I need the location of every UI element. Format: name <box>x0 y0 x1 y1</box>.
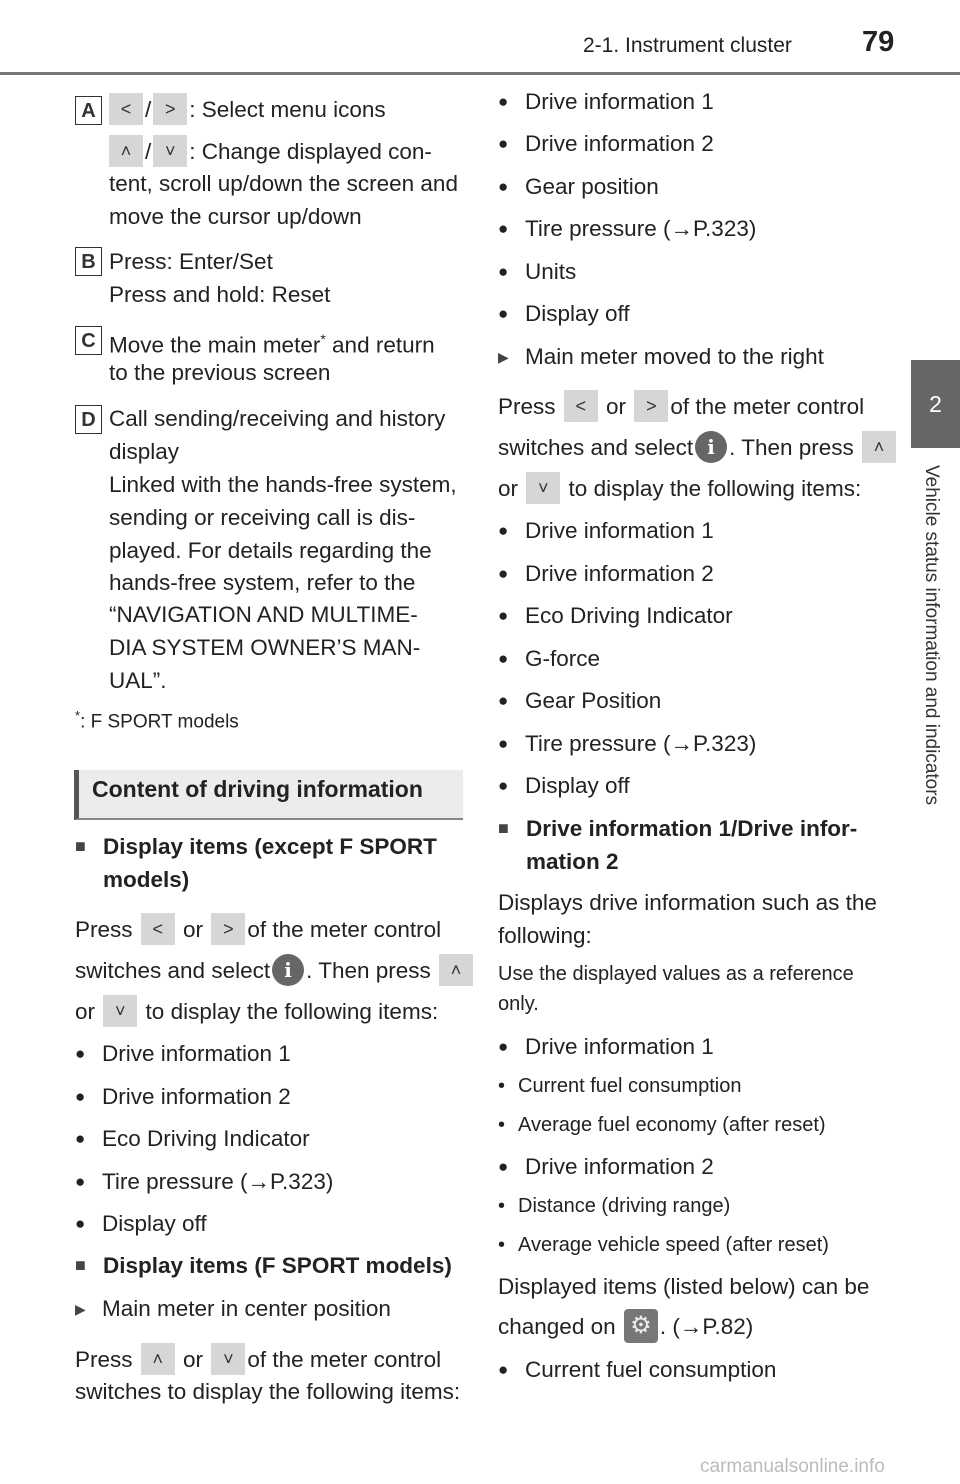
item-d-line6: hands-free system, refer to the <box>109 570 416 595</box>
callout-label-d: D <box>75 405 102 434</box>
list-item: ● Display off <box>75 1207 207 1242</box>
item-c-line2: to the previous screen <box>109 360 331 385</box>
subheading-display-items-2: models) <box>103 867 190 892</box>
watermark: carmanualsonline.info <box>700 1456 885 1477</box>
chapter-tab: 2 <box>911 360 960 448</box>
list-item: ● Eco Driving Indicator <box>75 1122 310 1157</box>
list-item: ● Drive information 1 <box>498 1030 714 1065</box>
press-line-r3: or ˅ to display the following items: <box>498 472 861 506</box>
info-icon: i <box>695 431 727 463</box>
header-rule <box>0 72 960 75</box>
note-line-2: only. <box>498 993 539 1015</box>
asterisk-mark: * <box>320 331 326 347</box>
list-item: ● Tire pressure (→P.323) <box>75 1165 333 1200</box>
list-item: ● Units <box>498 255 576 290</box>
right-arrow-icon: > <box>153 93 187 125</box>
press-line-1: Press < or > of the meter control <box>75 913 441 947</box>
press-line-2: switches and select i . Then press ˄ <box>75 954 475 988</box>
up-arrow-icon: ˄ <box>141 1343 175 1375</box>
right-arrow-icon: > <box>634 390 668 422</box>
sub-list-item: • Average fuel economy (after reset) <box>498 1114 826 1137</box>
list-item: ● Drive information 2 <box>498 127 714 162</box>
up-arrow-icon: ˄ <box>439 954 473 986</box>
item-b-line1: Press: Enter/Set <box>109 249 273 274</box>
sub-list-item: • Distance (driving range) <box>498 1195 730 1218</box>
sub-list-item: • Average vehicle speed (after reset) <box>498 1234 829 1257</box>
down-arrow-icon: ˅ <box>153 135 187 167</box>
gear-icon: ⚙ <box>624 1309 658 1343</box>
up-arrow-icon: ˄ <box>862 431 896 463</box>
note-line-1: Use the displayed values as a reference <box>498 963 854 985</box>
desc-line-1: Displays drive information such as the <box>498 890 877 915</box>
list-item: ● G-force <box>498 642 600 677</box>
list-item: ● Drive information 1 <box>498 85 714 120</box>
item-a-line3: tent, scroll up/down the screen and <box>109 171 458 196</box>
desc-line-2: following: <box>498 923 592 948</box>
subheading-right-meter: ▶ Main meter moved to the right <box>498 340 824 376</box>
callout-label-c: C <box>75 326 102 355</box>
callout-label-b: B <box>75 247 102 276</box>
subheading-drive-info-2: mation 2 <box>526 849 619 874</box>
subheading-drive-info: ■ Drive information 1/Drive infor- <box>498 812 857 847</box>
list-item: ● Tire pressure (→P.323) <box>498 727 756 762</box>
item-d-line5: played. For details regarding the <box>109 538 432 563</box>
footnote: *: F SPORT models <box>75 708 239 733</box>
press-line-r1: Press < or > of the meter control <box>498 390 864 424</box>
list-item: ● Display off <box>498 297 630 332</box>
item-d-line7: “NAVIGATION AND MULTIME- <box>109 602 418 627</box>
item-a-line2: ˄ / ˅ : Change displayed con- <box>107 135 432 169</box>
subheading-fsport: ■ Display items (F SPORT models) <box>75 1249 452 1284</box>
list-item: ● Gear position <box>498 170 659 205</box>
page-number: 79 <box>862 26 895 58</box>
list-item: ● Drive information 1 <box>498 514 714 549</box>
running-header-title: 2-1. Instrument cluster <box>583 34 792 57</box>
item-a-line1: < / > : Select menu icons <box>107 93 386 127</box>
list-item: ● Current fuel consumption <box>498 1353 776 1388</box>
list-item: ● Drive information 2 <box>75 1080 291 1115</box>
list-item: ● Gear Position <box>498 684 661 719</box>
chapter-title-vertical: Vehicle status information and indicators <box>921 465 942 806</box>
item-d-line4: sending or receiving call is dis- <box>109 505 416 530</box>
press-line-4: Press ˄ or ˅ of the meter control <box>75 1343 441 1377</box>
callout-label-a: A <box>75 96 102 125</box>
down-arrow-icon: ˅ <box>103 995 137 1027</box>
item-d-line8: DIA SYSTEM OWNER’S MAN- <box>109 635 421 660</box>
info-icon: i <box>272 954 304 986</box>
item-d-line3: Linked with the hands-free system, <box>109 472 457 497</box>
subheading-center-meter: ▶ Main meter in center position <box>75 1292 391 1328</box>
press-line-5: switches to display the following items: <box>75 1379 461 1404</box>
changed-line-1: Displayed items (listed below) can be <box>498 1274 870 1299</box>
left-arrow-icon: < <box>564 390 598 422</box>
left-arrow-icon: < <box>141 913 175 945</box>
item-c-line1: Move the main meter* and return <box>109 331 435 358</box>
up-arrow-icon: ˄ <box>109 135 143 167</box>
press-line-3: or ˅ to display the following items: <box>75 995 438 1029</box>
list-item: ● Drive information 1 <box>75 1037 291 1072</box>
item-d-line2: display <box>109 439 180 464</box>
section-title: Content of driving information <box>92 776 423 802</box>
subheading-display-items: ■ Display items (except F SPORT <box>75 830 437 865</box>
item-a-line4: move the cursor up/down <box>109 204 362 229</box>
sub-list-item: • Current fuel consumption <box>498 1075 741 1098</box>
list-item: ● Drive information 2 <box>498 1150 714 1185</box>
list-item: ● Display off <box>498 769 630 804</box>
list-item: ● Drive information 2 <box>498 557 714 592</box>
changed-line-2: changed on ⚙ . (→P.82) <box>498 1310 753 1345</box>
down-arrow-icon: ˅ <box>211 1343 245 1375</box>
item-d-line9: UAL”. <box>109 668 167 693</box>
item-d-line1: Call sending/receiving and history <box>109 406 446 431</box>
right-arrow-icon: > <box>211 913 245 945</box>
list-item: ● Tire pressure (→P.323) <box>498 212 756 247</box>
down-arrow-icon: ˅ <box>526 472 560 504</box>
item-b-line2: Press and hold: Reset <box>109 282 331 307</box>
press-line-r2: switches and select i . Then press ˄ <box>498 431 898 465</box>
left-arrow-icon: < <box>109 93 143 125</box>
list-item: ● Eco Driving Indicator <box>498 599 733 634</box>
